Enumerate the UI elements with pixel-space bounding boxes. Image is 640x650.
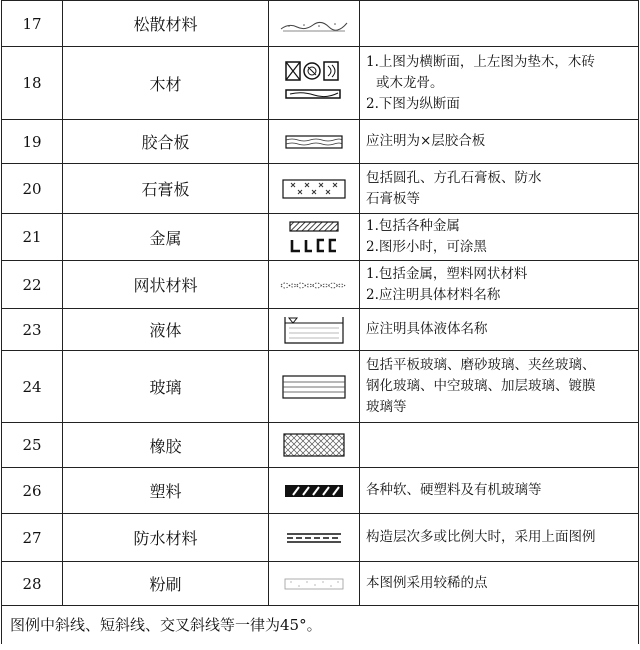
table-row [2,514,639,562]
material-description [360,164,639,214]
table-row [2,562,639,606]
table-row [2,309,639,351]
description-line: 应注明为×层胶合板 [366,133,486,149]
row-number: 18 [2,47,63,120]
materials-legend-table [1,0,639,644]
footnote: 图例中斜线、短斜线、交叉斜线等一律为45°。 [2,606,639,644]
table-row [2,47,639,120]
material-description [360,514,639,562]
material-name: 液体 [63,309,269,351]
material-name: 松散材料 [63,1,269,47]
material-description [360,214,639,261]
plywood-symbol [269,120,360,164]
description-line: 本图例采用较稀的点 [366,575,488,591]
material-description [360,309,639,351]
row-number: 24 [2,351,63,423]
material-description [360,261,639,309]
table-row [2,261,639,309]
description-line: 石膏板等 [366,190,420,207]
material-name: 网状材料 [63,261,269,309]
description-line: 钢化玻璃、中空玻璃、加层玻璃、镀膜 [366,378,596,394]
row-number: 28 [2,562,63,606]
material-description [360,423,639,468]
table-row [2,351,639,423]
plastic-symbol [269,468,360,514]
gypsum-board-symbol [269,164,360,214]
description-line: 1.上图为横断面，上左图为垫木，木砖 [366,53,595,70]
material-description [360,120,639,164]
material-name: 木材 [63,47,269,120]
material-name: 塑料 [63,468,269,514]
material-name: 石膏板 [63,164,269,214]
row-number: 26 [2,468,63,514]
material-name: 金属 [63,214,269,261]
row-number: 21 [2,214,63,261]
rubber-symbol [269,423,360,468]
waterproof-material-symbol [269,514,360,562]
description-line: 构造层次多或比例大时，采用上面图例 [366,529,596,545]
row-number: 27 [2,514,63,562]
table-row [2,214,639,261]
table-row [2,423,639,468]
plaster-symbol [269,562,360,606]
description-line: 各种软、硬塑料及有机玻璃等 [366,482,542,498]
material-name: 胶合板 [63,120,269,164]
description-line: 2.图形小时，可涂黑 [366,239,487,255]
table-row [2,120,639,164]
description-line: 包括平板玻璃、磨砂玻璃、夹丝玻璃、 [366,357,596,373]
description-line: 应注明具体液体名称 [366,321,488,337]
table-row [2,164,639,214]
material-description [360,351,639,423]
glass-symbol [269,351,360,423]
loose-material-symbol [269,1,360,47]
table-row [2,1,639,47]
material-description [360,47,639,120]
description-line: 或木龙骨。 [376,74,444,91]
mesh-material-symbol [269,261,360,309]
description-line: 2.应注明具体材料名称 [366,286,501,303]
row-number: 20 [2,164,63,214]
row-number: 22 [2,261,63,309]
row-number: 19 [2,120,63,164]
description-line: 1.包括金属，塑料网状材料 [366,265,528,282]
description-line: 2.下图为纵断面 [366,95,460,112]
liquid-symbol [269,309,360,351]
material-description [360,468,639,514]
material-description [360,562,639,606]
wood-symbol [269,47,360,120]
material-name: 橡胶 [63,423,269,468]
material-name: 玻璃 [63,351,269,423]
row-number: 23 [2,309,63,351]
material-name: 防水材料 [63,514,269,562]
metal-symbol [269,214,360,261]
material-description [360,1,639,47]
material-name: 粉刷 [63,562,269,606]
row-number: 25 [2,423,63,468]
row-number: 17 [2,1,63,47]
description-line: 玻璃等 [366,399,407,415]
table-row [2,468,639,514]
description-line: 包括圆孔、方孔石膏板、防水 [366,169,542,186]
table-row [2,606,639,644]
description-line: 1.包括各种金属 [366,218,460,234]
